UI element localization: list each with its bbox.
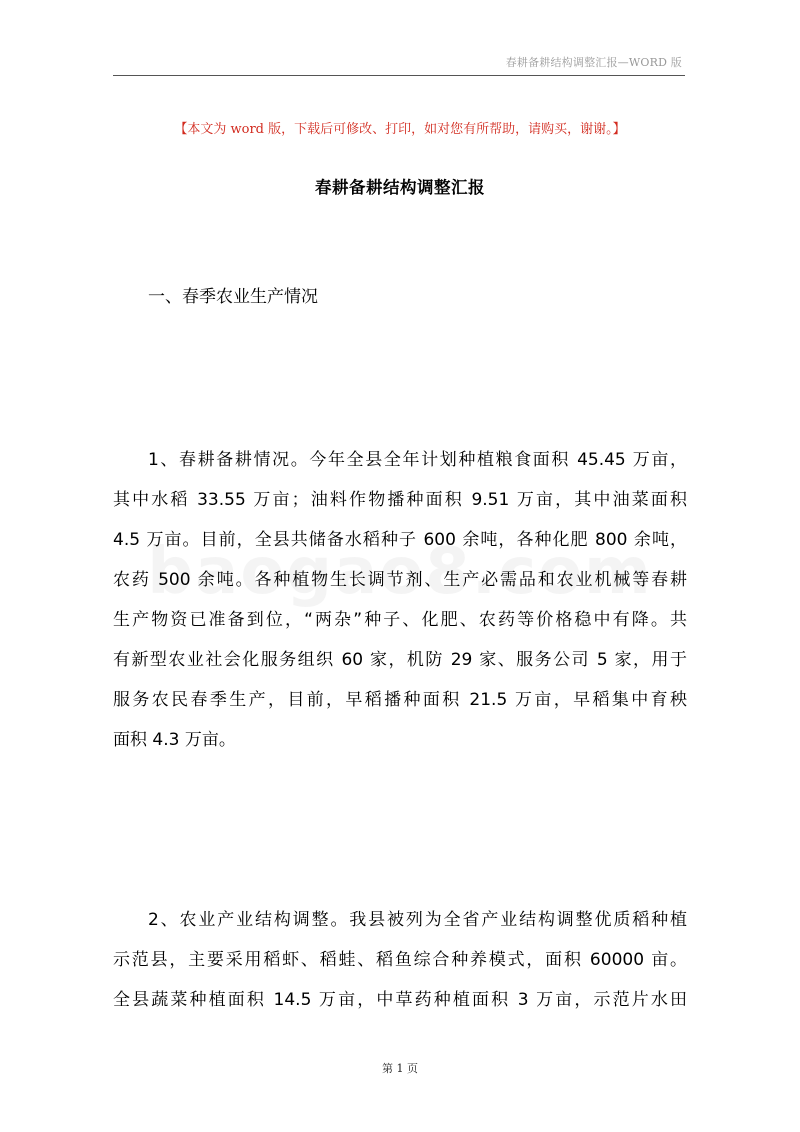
page-number: 第 1 页 — [382, 1062, 418, 1075]
header-divider — [113, 75, 685, 76]
paragraph-line: 2、农业产业结构调整。我县被列为全省产业结构调整优质稻种植 — [148, 910, 687, 930]
paragraph-spring-plowing — [113, 440, 687, 760]
section-heading: 一、春季农业生产情况 — [148, 287, 318, 307]
paragraph-line: 4.5 万亩。目前，全县共储备水稻种子 600 余吨，各种化肥 800 余吨， — [113, 530, 687, 550]
paragraph-line: 有新型农业社会化服务组织 60 家，机防 29 家、服务公司 5 家，用于 — [113, 650, 687, 670]
paragraph-line: 其中水稻 33.55 万亩；油料作物播种面积 9.51 万亩，其中油菜面积 — [113, 490, 687, 510]
paragraph-line: 全县蔬菜种植面积 14.5 万亩，中草药种植面积 3 万亩，示范片水田 — [113, 990, 687, 1010]
running-header: 春耕备耕结构调整汇报—WORD 版 — [505, 56, 682, 69]
paragraph-line: 生产物资已准备到位，“两杂”种子、化肥、农药等价格稳中有降。共 — [113, 610, 687, 630]
document-title: 春耕备耕结构调整汇报 — [315, 178, 485, 197]
paragraph-structure-adjustment — [113, 900, 687, 1020]
purchase-notice: 【本文为 word 版，下载后可修改、打印，如对您有所帮助，请购买，谢谢。】 — [174, 122, 626, 137]
paragraph-line: 面积 4.3 万亩。 — [113, 730, 236, 750]
paragraph-line: 农药 500 余吨。各种植物生长调节剂、生产必需品和农业机械等春耕 — [113, 570, 687, 590]
paragraph-line: 服务农民春季生产，目前，早稻播种面积 21.5 万亩，早稻集中育秧 — [113, 690, 687, 710]
paragraph-line: 示范县，主要采用稻虾、稻蛙、稻鱼综合种养模式，面积 60000 亩。 — [113, 950, 687, 970]
paragraph-line: 1、春耕备耕情况。今年全县全年计划种植粮食面积 45.45 万亩， — [148, 450, 687, 470]
